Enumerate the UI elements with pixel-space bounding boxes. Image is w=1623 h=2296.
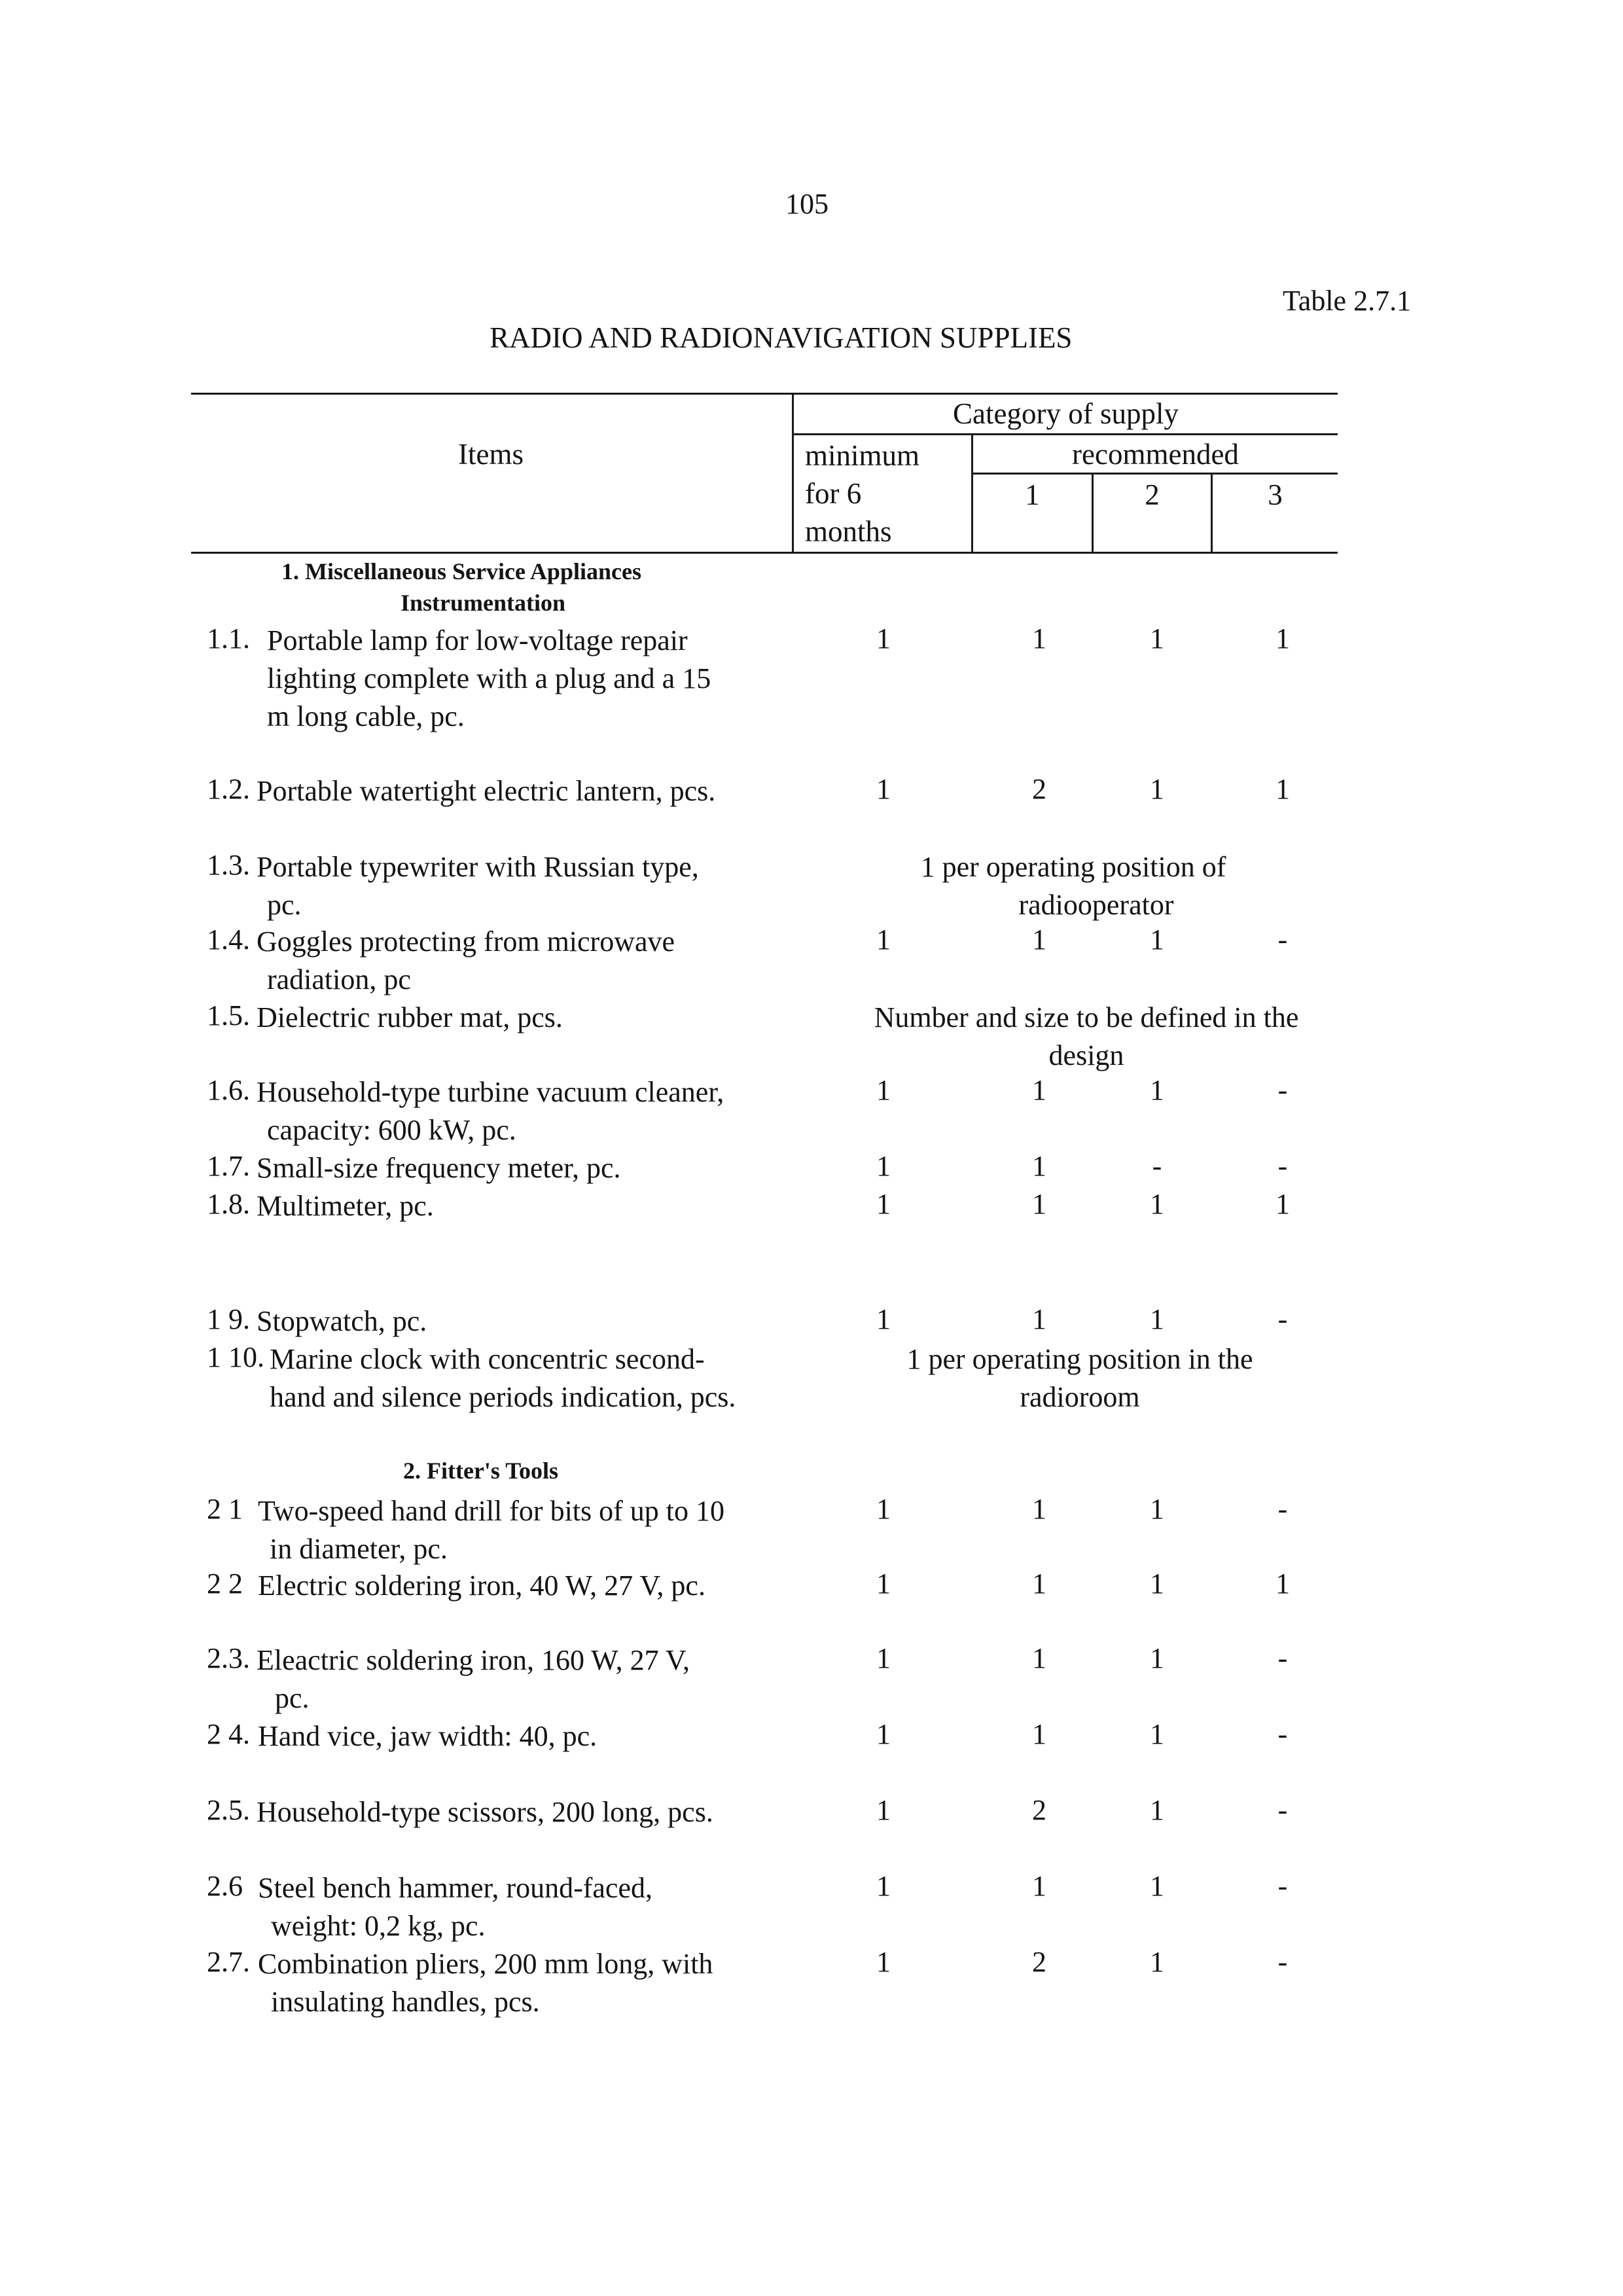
item-number: 1.2. [207, 773, 250, 805]
value-rec-1: 2 [1032, 773, 1046, 805]
item-description [257, 772, 715, 810]
item-text-line: Electric soldering iron, 40 W, 27 V, pc. [258, 1570, 705, 1602]
item-text-line: Goggles protecting from microwave [257, 925, 675, 958]
header-category-of-supply: Category of supply [953, 397, 1179, 430]
value-rec-1: 1 [1032, 1568, 1046, 1600]
value-rec-2: 1 [1150, 1074, 1164, 1106]
item-number: 2 1 [207, 1493, 243, 1525]
item-text-line: Portable lamp for low-voltage repair [267, 624, 688, 656]
value-rec-2: 1 [1150, 1188, 1164, 1220]
item-description [257, 999, 563, 1037]
value-rec-2: 1 [1150, 1870, 1164, 1902]
item-number: 2.5. [207, 1794, 250, 1826]
value-minimum: 1 [876, 1794, 891, 1826]
value-minimum: 1 [876, 1946, 891, 1978]
spanned-value [844, 1340, 1315, 1416]
value-rec-3: - [1277, 1642, 1288, 1674]
item-description [257, 848, 699, 924]
value-rec-3: - [1277, 1946, 1288, 1978]
value-rec-3: 1 [1275, 773, 1290, 805]
item-text-line: Multimeter, pc. [257, 1190, 434, 1222]
item-text-line: weight: 0,2 kg, pc. [271, 1910, 486, 1942]
value-rec-1: 2 [1032, 1946, 1046, 1978]
value-minimum: 1 [876, 1303, 891, 1335]
item-text-line: Portable watertight electric lantern, pcs. [257, 775, 716, 807]
spanned-value-line: 1 per operating position of [920, 851, 1226, 883]
value-rec-2: 1 [1150, 1303, 1164, 1335]
item-text-line: Portable typewriter with Russian type, [257, 851, 699, 883]
item-text-line: capacity: 600 kW, pc. [267, 1114, 516, 1146]
value-rec-2: 1 [1150, 1794, 1164, 1826]
item-number: 1 10. [207, 1341, 264, 1373]
value-rec-1: 1 [1032, 1642, 1046, 1674]
value-minimum: 1 [876, 1870, 891, 1902]
item-text-line: pc. [267, 889, 302, 921]
item-text-line: hand and silence periods indication, pcs. [270, 1381, 736, 1413]
value-rec-2: 1 [1150, 1642, 1164, 1674]
value-rec-1: 1 [1032, 622, 1046, 655]
spanned-value-line: design [1048, 1039, 1124, 1071]
value-rec-2: 1 [1150, 622, 1164, 655]
spanned-value-line: 1 per operating position in the [906, 1343, 1253, 1375]
item-number: 1 9. [207, 1303, 250, 1335]
header-col-1: 1 [1025, 478, 1040, 511]
table-title: RADIO AND RADIONAVIGATION SUPPLIES [490, 321, 1073, 354]
value-rec-3: - [1277, 1870, 1288, 1902]
item-description [257, 1302, 427, 1340]
item-description [257, 1793, 713, 1831]
value-rec-2: - [1152, 1150, 1162, 1182]
value-rec-1: 1 [1032, 1303, 1046, 1335]
item-description [258, 1717, 597, 1755]
header-minimum-line3: months [805, 515, 892, 548]
item-number: 2.7. [207, 1946, 250, 1978]
item-text-line: radiation, pc [267, 963, 411, 996]
header-minimum-line2: for 6 [805, 477, 862, 510]
item-text-line: Eleactric soldering iron, 160 W, 27 V, [257, 1644, 690, 1676]
value-minimum: 1 [876, 773, 891, 805]
value-rec-3: - [1277, 1303, 1288, 1335]
value-rec-3: 1 [1275, 1568, 1290, 1600]
item-description [267, 622, 711, 736]
item-description [258, 1945, 713, 2021]
item-number: 2.6 [207, 1870, 243, 1902]
header-minimum-line1: minimum [805, 439, 920, 472]
value-rec-3: - [1277, 1794, 1288, 1826]
item-text-line: Marine clock with concentric second- [270, 1343, 705, 1375]
value-rec-2: 1 [1150, 1493, 1164, 1525]
value-rec-1: 1 [1032, 1718, 1046, 1750]
item-text-line: in diameter, pc. [270, 1533, 448, 1565]
spanned-value-line: Number and size to be defined in the [874, 1001, 1299, 1033]
item-number: 2.3. [207, 1642, 250, 1674]
value-rec-2: 1 [1150, 1718, 1164, 1750]
value-rec-1: 2 [1032, 1794, 1046, 1826]
value-rec-3: - [1277, 924, 1288, 956]
item-description [257, 1149, 621, 1187]
item-description [257, 923, 675, 999]
value-minimum: 1 [876, 1493, 891, 1525]
spanned-value [818, 848, 1329, 924]
header-items: Items [458, 438, 524, 471]
table-label: Table 2.7.1 [1283, 285, 1412, 317]
section-1-title: 1. Miscellaneous Service Appliances [281, 558, 641, 584]
item-number: 1.7. [207, 1150, 250, 1182]
value-minimum: 1 [876, 1074, 891, 1106]
page-number: 105 [785, 188, 829, 220]
value-minimum: 1 [876, 1568, 891, 1600]
item-number: 1.5. [207, 999, 250, 1031]
header-recommended: recommended [1072, 438, 1239, 471]
table-top-rule [191, 393, 1338, 395]
value-rec-1: 1 [1032, 1870, 1046, 1902]
value-rec-1: 1 [1032, 1150, 1046, 1182]
item-description [258, 1869, 652, 1945]
item-number: 1.4. [207, 924, 250, 956]
header-col-3: 3 [1268, 478, 1283, 511]
spanned-value-line: radiooperator [1018, 889, 1174, 921]
item-text-line: insulating handles, pcs. [271, 1986, 540, 2018]
section-1-subtitle: Instrumentation [401, 590, 566, 616]
value-minimum: 1 [876, 622, 891, 655]
header-bottom-rule [191, 552, 1338, 554]
item-text-line: Household-type turbine vacuum cleaner, [257, 1076, 724, 1108]
value-rec-2: 1 [1150, 1568, 1164, 1600]
item-description [257, 1641, 690, 1717]
item-text-line: lighting complete with a plug and a 15 [267, 662, 711, 694]
item-number: 2 4. [207, 1718, 250, 1750]
value-rec-2: 1 [1150, 773, 1164, 805]
item-text-line: Hand vice, jaw width: 40, pc. [258, 1720, 597, 1752]
value-rec-3: 1 [1275, 622, 1290, 655]
value-rec-1: 1 [1032, 1074, 1046, 1106]
item-number: 1.8. [207, 1188, 250, 1220]
value-rec-1: 1 [1032, 1493, 1046, 1525]
value-rec-1: 1 [1032, 1188, 1046, 1220]
item-description [257, 1187, 434, 1225]
value-rec-2: 1 [1150, 1946, 1164, 1978]
item-text-line: Small-size frequency meter, pc. [257, 1152, 621, 1184]
spanned-value [812, 999, 1361, 1075]
value-rec-3: - [1277, 1150, 1288, 1182]
item-text-line: Steel bench hammer, round-faced, [258, 1872, 652, 1904]
value-minimum: 1 [876, 1188, 891, 1220]
value-minimum: 1 [876, 1718, 891, 1750]
item-description [258, 1492, 724, 1568]
section-2-title: 2. Fitter's Tools [403, 1458, 559, 1484]
item-description [257, 1073, 724, 1149]
value-rec-3: 1 [1275, 1188, 1290, 1220]
value-rec-3: - [1277, 1493, 1288, 1525]
value-minimum: 1 [876, 1642, 891, 1674]
value-minimum: 1 [876, 924, 891, 956]
header-col-2: 2 [1145, 478, 1160, 511]
category-underline [792, 433, 1338, 435]
item-number: 1.1. [207, 622, 250, 655]
value-rec-1: 1 [1032, 924, 1046, 956]
value-rec-3: - [1277, 1718, 1288, 1750]
item-number: 1.3. [207, 849, 250, 881]
item-text-line: Stopwatch, pc. [257, 1305, 427, 1337]
value-minimum: 1 [876, 1150, 891, 1182]
item-description [258, 1567, 705, 1605]
recommended-underline [971, 473, 1338, 475]
item-text-line: pc. [275, 1682, 310, 1714]
spanned-value-line: radioroom [1020, 1381, 1140, 1413]
item-number: 2 2 [207, 1568, 243, 1600]
item-text-line: Two-speed hand drill for bits of up to 10 [258, 1495, 725, 1527]
item-description [270, 1340, 736, 1416]
item-text-line: Dielectric rubber mat, pcs. [257, 1001, 563, 1033]
item-text-line: Combination pliers, 200 mm long, with [258, 1948, 713, 1980]
item-number: 1.6. [207, 1074, 250, 1106]
value-rec-3: - [1277, 1074, 1288, 1106]
item-text-line: m long cable, pc. [267, 700, 465, 732]
item-text-line: Household-type scissors, 200 long, pcs. [257, 1796, 713, 1828]
value-rec-2: 1 [1150, 924, 1164, 956]
